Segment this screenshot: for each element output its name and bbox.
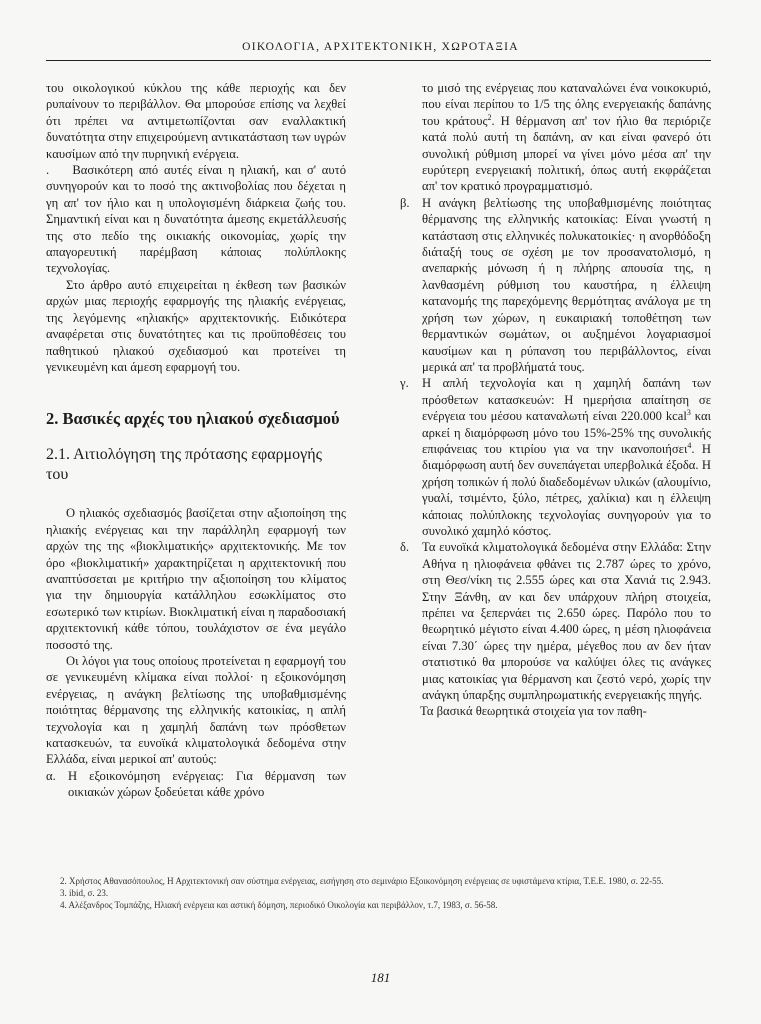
subsection-title: 2.1. Αιτιολόγηση της πρότασης εφαρμογής του <box>46 446 322 484</box>
section-title: 2. Βασικές αρχές του ηλιακού σχεδιασμού <box>46 409 340 429</box>
list-mark-d: δ. <box>400 540 410 555</box>
list-item-c-text-3: . Η διαμόρφωση αυτή δεν συνεπάγεται υπερβολικά έξοδα. Η χρήση τοπικών ή πολύ διαδεδομένων υλικών (αλουμίνιο, γυαλί, τσιμέντο, ξύλο, πέτρες, χαλίκια) και η έλλειψη κάποιας πολύπλοκης τεχνολογίας συνηγορούν για το συνολικό χαμηλό κόστος. <box>422 441 711 538</box>
list-item-b <box>400 195 711 375</box>
paragraph-3: Στο άρθρο αυτό επιχειρείται η έκθεση των βασικών αρχών μιας περιοχής εφαρμογής της ηλιακής ενέργειας, της λεγόμενης «ηλιακής» αρχιτεκτονικής. Ειδικότερα αναφέρεται στις δυνατότητες και τις προϋποθέσεις του παθητικού ηλιακού σχεδιασμού και προτείνει τη γενικευμένη και άμεση εφαρμογή του. <box>46 277 346 374</box>
footnote-3: 3. ibid, σ. 23. <box>60 888 109 898</box>
footnote-4: 4. Αλέξανδρος Τομπάζης, Ηλιακή ενέργεια και αστική δόμηση, περιοδικό Οικολογία και περιβάλλον, τ.7, 1983, σ. 56-58. <box>60 900 498 910</box>
footnote-2: 2. Χρήστος Αθανασόπουλος, Η Αρχιτεκτονική σαν σύστημα ενέργειας, εισήγηση στο σεμινάριο Εξοικονόμηση ενέργειας σε υφιστάμενα κτίρια, Τ.Ε.Ε. 1980, σ. 22-55. <box>60 876 664 886</box>
paragraph-1: του οικολογικού κύκλου της κάθε περιοχής και δεν ρυπαίνουν το περιβάλλον. Θα μπορούσε επίσης να λεχθεί ότι πρέπει να αντιμετωπίζονται σαν εναλλακτική δυνατότητα στην επιχειρούμενη αντικατάσταση των υγρών καυσίμων από την πυρηνική ενέργεια. <box>46 81 346 161</box>
list-item-a-cont-text: το μισό της ενέργειας που καταναλώνει ένα νοικοκυριό, που είναι περίπου το 1/5 της όλης ενεργειακής δαπάνης του κράτους <box>422 81 711 128</box>
bullet-mark: . <box>46 163 50 178</box>
list-mark-c: γ. <box>400 376 409 391</box>
left-column <box>46 80 346 801</box>
paragraph-5: Οι λόγοι για τους οποίους προτείνεται η εφαρμογή του σε γενικευμένη κλίμακα είναι πολλοί· η εξοικονόμηση ενέργειας, η ανάγκη βελτίωσης της υποβαθμισμένης ποιότητας θέρμανσης της ελληνικής κατοικίας, η απλή τεχνολογία και η χαμηλή δαπάνη των πρόσθετων κατασκευών, τα ευνοϊκά κλιματολογικά δεδομένα στην Ελλάδα, είναι μερικοί απ' αυτούς: <box>46 653 346 767</box>
list-item-c-text-2: και αρκεί η διαμόρφωση μόνο του 15%-25% της συνολικής επιφάνειας του κτιρίου για να την ικανοποιήσει <box>422 409 711 456</box>
footnotes <box>60 875 710 911</box>
footnote-ref-3: 3 <box>686 407 691 417</box>
list-item-a <box>46 768 346 801</box>
running-header: ΟΙΚΟΛΟΓΙΑ, ΑΡΧΙΤΕΚΤΟΝΙΚΗ, ΧΩΡΟΤΑΞΙΑ <box>242 41 519 53</box>
list-mark-a: α. <box>46 768 56 783</box>
list-item-d-text: Τα ευνοϊκά κλιματολογικά δεδομένα στην Ελλάδα: Στην Αθήνα η ηλιοφάνεια φθάνει τις 2.787 ώρες το χρόνο, στη Θεσ/νίκη τις 2.555 ώρες και στα Χανιά τις 2.943. Στην Ξάνθη, αν και δεν υπάρχουν πλήρη στοιχεία, πρέπει να ξεπερνάει τις 2.650 ώρες. Παρόλο που το θεωρητικό μέγιστο είναι 4.400 ώρες, η μέση ηλιοφάνεια είναι 7.30΄ ώρες την ημέρα, μέγεθος που αν δεν ήταν στατιστικό θα μπορούσε να καλύψει όλες τις ανάγκες μιας κατοικίας για θέρμανση και ζεστό νερό, χωρίς την ανάγκη ύπαρξης συμπληρωματικής ενεργειακής πηγής. <box>422 540 711 703</box>
paragraph-4: Ο ηλιακός σχεδιασμός βασίζεται στην αξιοποίηση της ηλιακής ενέργειας και την παράλληλη εφαρμογή των αρχών της της «βιοκλιματικής» αρχιτεκτονικής. Με τον όρο «βιοκλιματική» χαρακτηρίζεται η αρχιτεκτονική που αναπτύσσεται με κριτήριο την αξιοποίηση του κλίματος για την δημιουργία κατάλληλου εσωκλίματος στο εσωτερικό των κτιρίων. Βιοκλιματική είναι η παραδοσιακή αρχιτεκτονική κάθε τόπου, τουλάχιστον σε ένα μεγάλο ποσοστό της. <box>46 506 346 652</box>
paragraph-2 <box>46 162 346 277</box>
footnote-ref-4: 4 <box>687 440 692 450</box>
list-item-d <box>400 539 711 703</box>
list-item-a-continued <box>400 80 711 195</box>
list-item-a-text: Η εξοικονόμηση ενέργειας: Για θέρμανση των οικιακών χώρων ξοδεύεται κάθε χρόνο <box>68 768 346 800</box>
paragraph-2-text: Βασικότερη από αυτές είναι η ηλιακή, και σ' αυτό συνηγορούν και το ποσό της ακτινοβολίας που δέχεται η γη απ' τον ήλιο και η υπολογισμένη διάρκεια ζωής του. Σημαντική είναι και η δυνατότητα άμεσης εκμετάλλευσής της στο πεδίο της οικιακής οικονομίας, χωρίς την απαγορευτική παρέμβαση κάποιας πολύπλοκης τεχνολογίας. <box>46 163 346 276</box>
list-item-a-cont-text-2: . Η θέρμανση απ' τον ήλιο θα περιόριζε κατά πολύ αυτή τη δαπάνη, αν και είναι φανερό ότι συνολική ρύθμιση μπορεί να γίνει μόνο μέσα απ' την ευρύτερη ενεργειακή πολιτική, όπως αυτή εκφράζεται απ' τον κρατικό προγραμματισμό. <box>422 113 711 194</box>
right-column <box>400 80 711 720</box>
header-rule <box>46 60 711 61</box>
footnote-ref-2: 2 <box>487 112 492 122</box>
list-mark-b: β. <box>400 195 410 210</box>
page-number: 181 <box>370 970 391 985</box>
paragraph-last: Τα βασικά θεωρητικά στοιχεία για τον παθη- <box>420 704 647 719</box>
list-item-c-text-1: Η απλή τεχνολογία και η χαμηλή δαπάνη των πρόσθετων κατασκευών: Η ημερήσια απαίτηση σε ενέργεια του μέσου καταναλωτή είναι 220.000 kcal <box>422 376 711 424</box>
list-item-c <box>400 375 711 539</box>
list-item-b-text: Η ανάγκη βελτίωσης της υποβαθμισμένης ποιότητας θέρμανσης της ελληνικής κατοικίας: Είναι γνωστή η κατάσταση στις ελληνικές πολυκατοικίες· η ανορθόδοξη διάταξή τους σε σχέση με τον προσανατολισμό, η ανεπαρκής μόνωση ή η πλήρης απουσία της, η λανθασμένη ρύθμιση του καυστήρα, η έλλειψη κατανομής της παρεχόμενης θερμότητας ανάλογα με τη χρήση των χώρων, η ευκαιριακή τοποθέτηση των θερμαντικών σωμάτων, οι αυξημένοι λογαριασμοί καυσίμων και η ρύπανση του περιβάλλοντος, είναι μερικά απ' τα προβλήματά τους. <box>422 195 711 374</box>
